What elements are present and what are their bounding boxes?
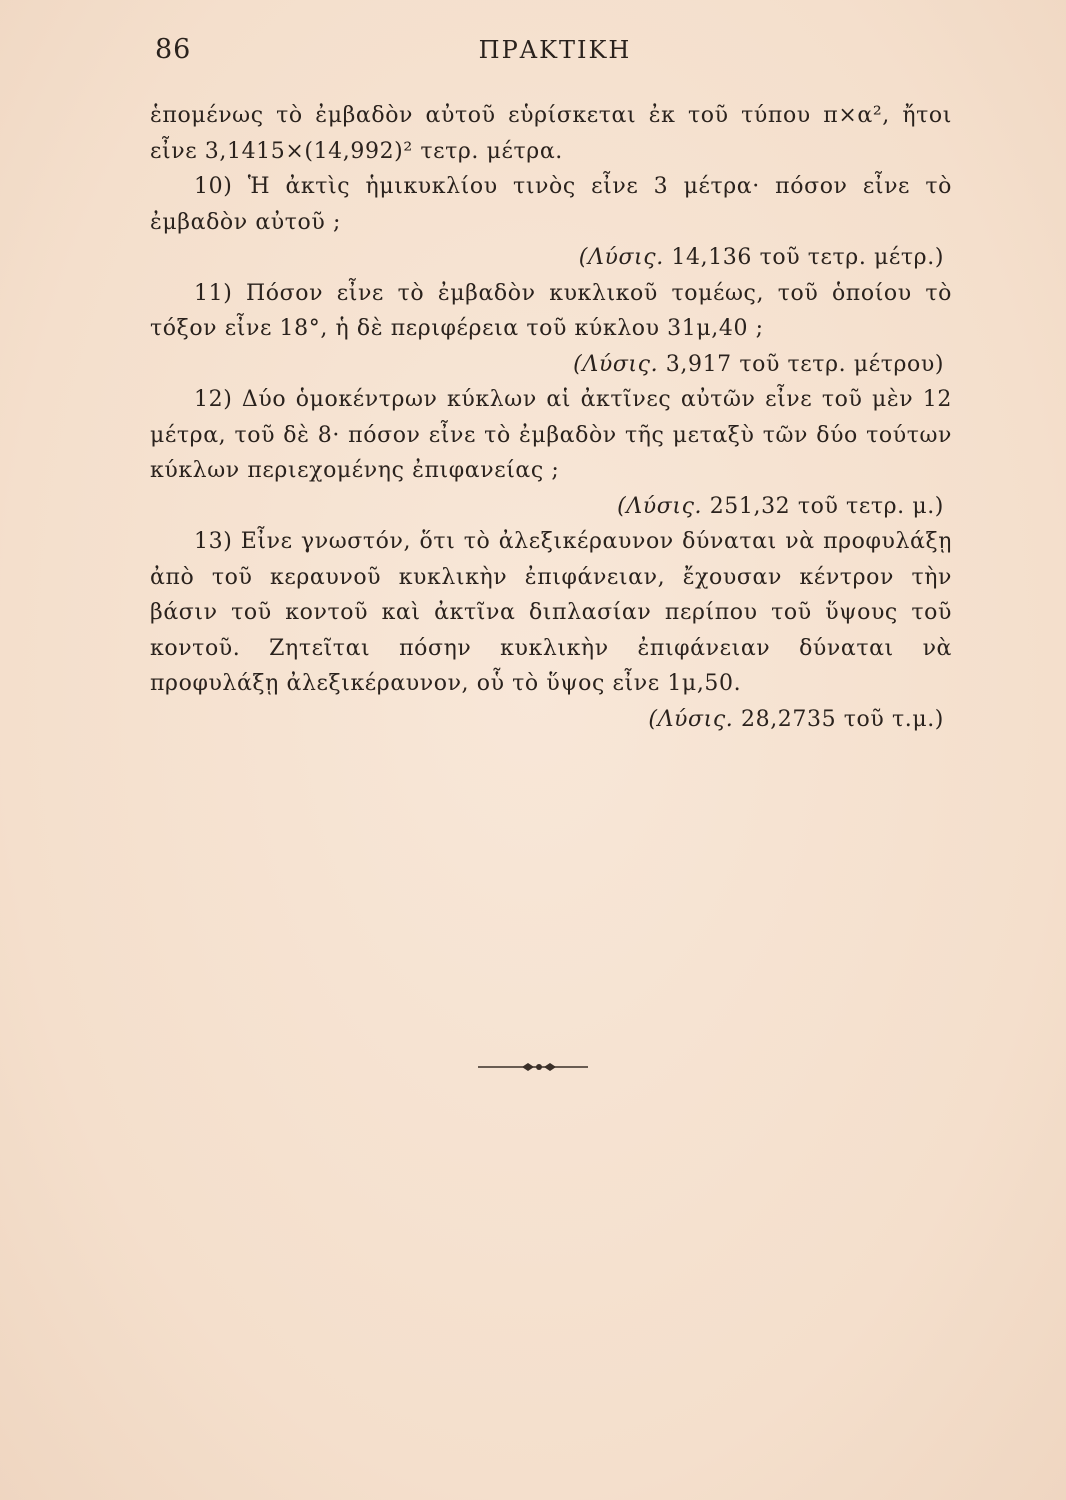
solution-value: 251,32 τοῦ τετρ. μ.) bbox=[709, 493, 944, 519]
solution-11 bbox=[150, 347, 952, 383]
exercise-11: 11) Πόσον εἶνε τὸ ἐμβαδὸν κυκλικοῦ τομέως, τοῦ ὁποίου τὸ τόξον εἶνε 18°, ἡ δὲ περιφέρεια τοῦ κύκλου 31μ,40 ; bbox=[150, 280, 952, 341]
solution-value: 28,2735 τοῦ τ.μ.) bbox=[741, 706, 944, 732]
solution-label: (Λύσις. bbox=[617, 493, 703, 519]
exercise-10: 10) Ἡ ἀκτὶς ἡμικυκλίου τινὸς εἶνε 3 μέτρα· πόσον εἶνε τὸ ἐμβαδὸν αὐτοῦ ; bbox=[150, 174, 952, 235]
solution-10 bbox=[150, 240, 952, 276]
solution-label: (Λύσις. bbox=[573, 351, 659, 377]
solution-label: (Λύσις. bbox=[578, 245, 664, 270]
page-number: 86 bbox=[155, 34, 192, 65]
exercise-13: 13) Εἶνε γνωστόν, ὅτι τὸ ἀλεξικέραυνον δύναται νὰ προφυλάξῃ ἀπὸ τοῦ κεραυνοῦ κυκλικὴν ἐπιφάνειαν, ἔχουσαν κέντρον τὴν βάσιν τοῦ κοντοῦ καὶ ἀκτῖνα διπλασίαν περίπου τοῦ ὕψους τοῦ κοντοῦ. Ζητεῖται πόσην κυκλικὴν ἐπιφάνειαν δύναται νὰ προφυλάξῃ ἀλεξικέραυνον, οὗ τὸ ὕψος εἶνε 1μ,50. bbox=[150, 529, 952, 696]
end-ornament-icon bbox=[478, 1060, 588, 1074]
solution-value: 3,917 τοῦ τετρ. μέτρου) bbox=[665, 351, 944, 377]
page-header bbox=[155, 30, 955, 70]
exercise-12: 12) Δύο ὁμοκέντρων κύκλων αἱ ἀκτῖνες αὐτῶν εἶνε τοῦ μὲν 12 μέτρα, τοῦ δὲ 8· πόσον εἶνε τὸ ἐμβαδὸν τῆς μεταξὺ τῶν δύο τούτων κύκλων περιεχομένης ἐπιφανείας ; bbox=[150, 387, 952, 483]
running-head: ΠΡΑΚΤΙΚΗ bbox=[478, 36, 632, 64]
body-text bbox=[150, 98, 952, 737]
solution-value: 14,136 τοῦ τετρ. μέτρ.) bbox=[671, 245, 944, 270]
paragraph-continuation: ἑπομένως τὸ ἐμβαδὸν αὐτοῦ εὑρίσκεται ἐκ τοῦ τύπου π×α², ἤτοι εἶνε 3,1415×(14,992)² τετρ. μέτρα. bbox=[150, 103, 952, 164]
solution-13 bbox=[150, 702, 952, 738]
solution-12 bbox=[150, 489, 952, 525]
solution-label: (Λύσις. bbox=[648, 706, 734, 732]
